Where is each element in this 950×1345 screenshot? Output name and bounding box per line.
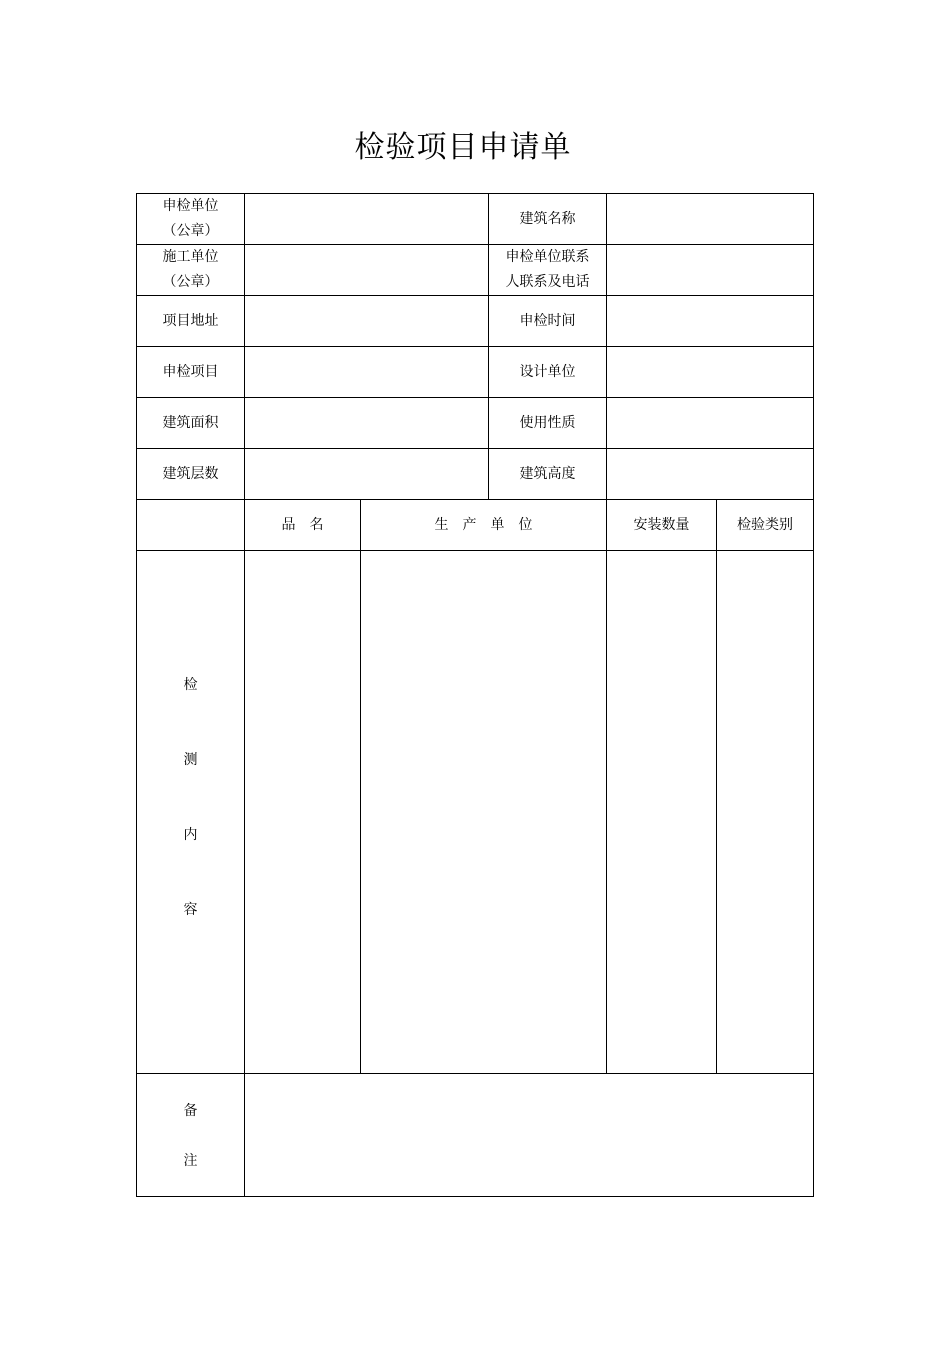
project-address-field[interactable] — [245, 296, 488, 346]
header-install-quantity: 安装数量 — [633, 516, 690, 533]
label-design-unit: 设计单位 — [519, 363, 576, 380]
inspection-time-field[interactable] — [607, 296, 813, 346]
product-name-column[interactable] — [245, 551, 360, 1073]
building-floors-field[interactable] — [245, 449, 488, 499]
label-inspection-time: 申检时间 — [519, 312, 576, 329]
building-area-field[interactable] — [245, 398, 488, 448]
applicant-unit-field[interactable] — [245, 194, 488, 244]
label-building-area: 建筑面积 — [162, 414, 219, 431]
usage-type-field[interactable] — [607, 398, 813, 448]
header-inspection-type: 检验类别 — [737, 516, 793, 533]
label-inspection-content: 检 测 内 容 — [183, 677, 198, 918]
building-name-field[interactable] — [607, 194, 813, 244]
label-building-height: 建筑高度 — [519, 465, 576, 482]
building-height-field[interactable] — [607, 449, 813, 499]
label-usage-type: 使用性质 — [519, 414, 576, 431]
header-product-name: 品 名 — [281, 516, 324, 533]
page-title: 检验项目申请单 — [354, 130, 572, 165]
install-quantity-column[interactable] — [607, 551, 716, 1073]
header-manufacturer: 生 产 单 位 — [434, 516, 533, 533]
design-unit-field[interactable] — [607, 347, 813, 397]
inspection-type-column[interactable] — [717, 551, 813, 1073]
inspection-item-field[interactable] — [245, 347, 488, 397]
manufacturer-column[interactable] — [361, 551, 606, 1073]
label-remarks: 备 注 — [183, 1103, 198, 1169]
remarks-field[interactable] — [245, 1074, 813, 1196]
contact-phone-field[interactable] — [607, 245, 813, 295]
label-project-address: 项目地址 — [162, 312, 219, 329]
label-construction-unit: 施工单位 （公章） — [162, 249, 219, 290]
construction-unit-field[interactable] — [245, 245, 488, 295]
label-building-name: 建筑名称 — [519, 210, 576, 227]
label-building-floors: 建筑层数 — [162, 465, 219, 482]
label-contact-phone: 申检单位联系 人联系及电话 — [505, 249, 590, 290]
label-inspection-item: 申检项目 — [162, 363, 219, 380]
label-applicant-unit: 申检单位 （公章） — [162, 198, 219, 239]
